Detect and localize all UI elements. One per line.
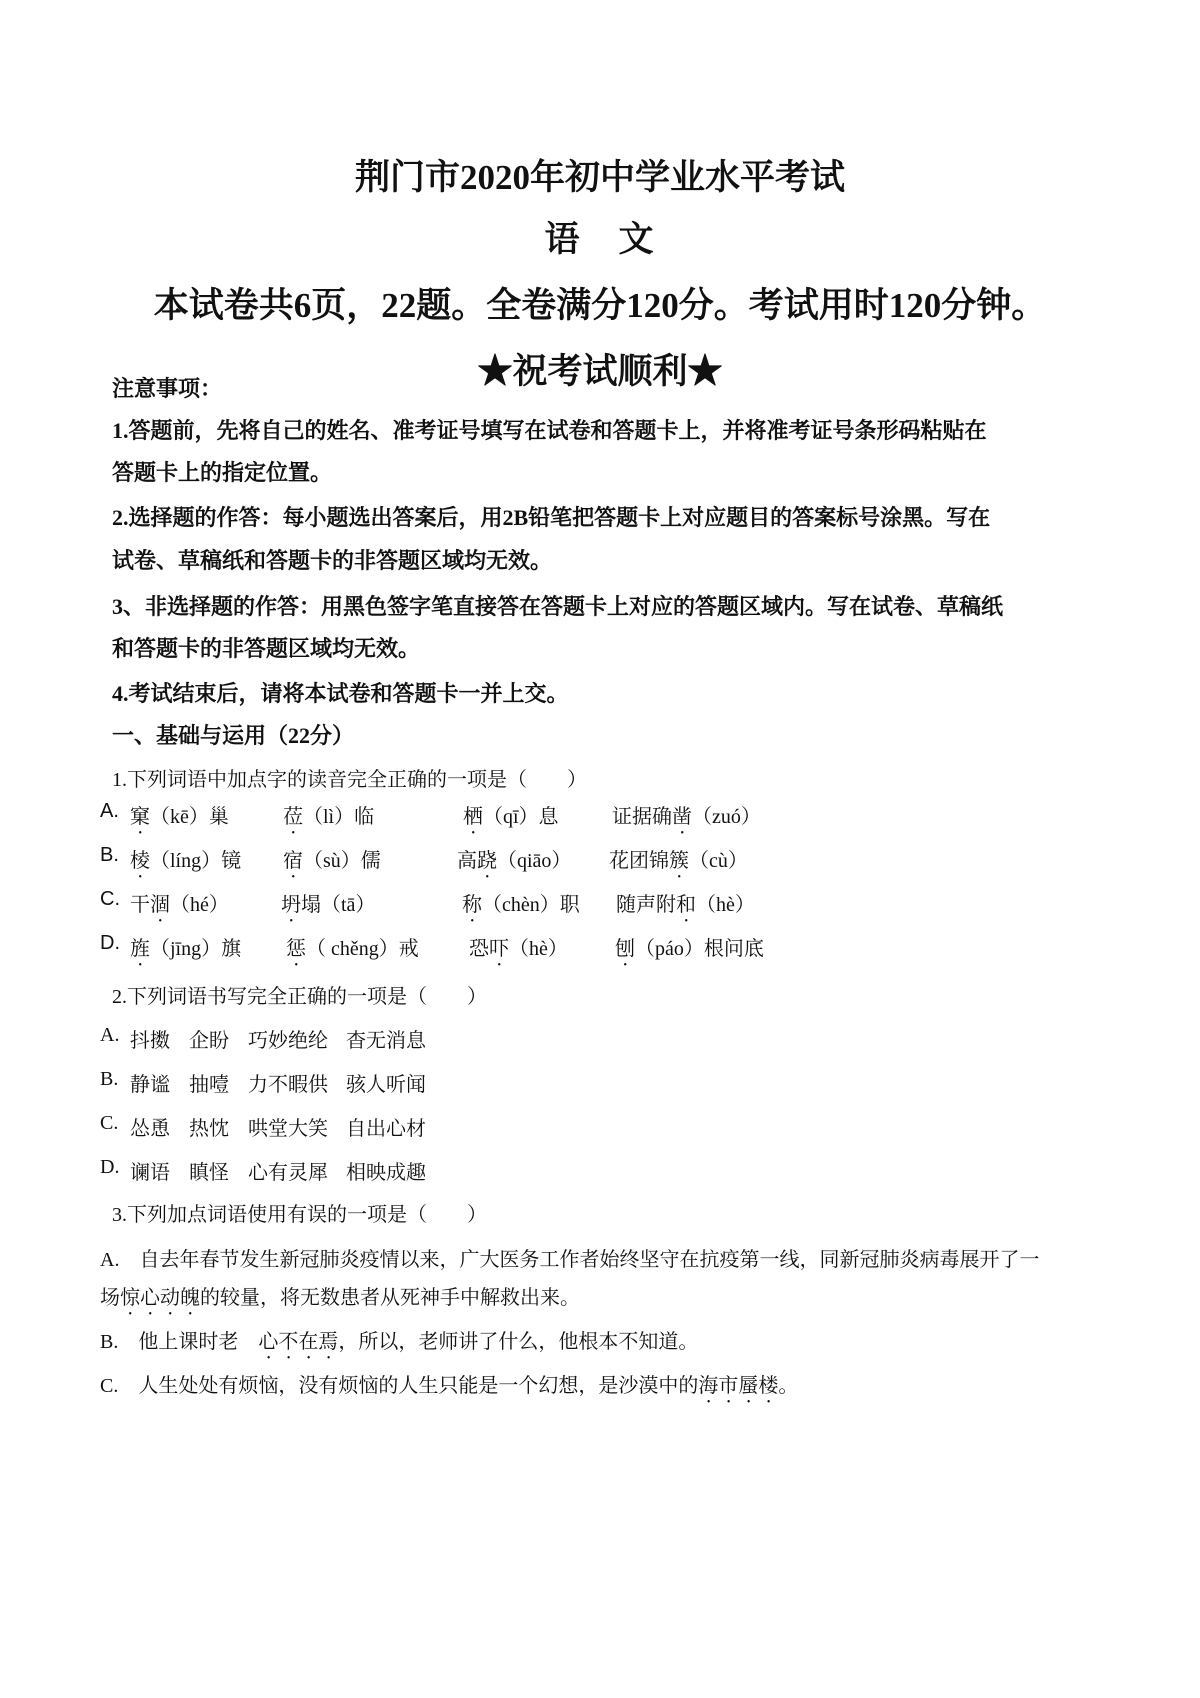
q1-d-item-1: 旌（jīng）旗 — [130, 938, 242, 960]
q1-b-item-4: 花团锦簇（cù） — [609, 850, 748, 872]
word: 谰语 — [130, 1162, 170, 1184]
exam-subject: 语 文 — [544, 220, 656, 259]
exam-title: 荆门市2020年初中学业水平考试 — [354, 158, 845, 197]
option-label: D. — [100, 1156, 120, 1178]
word: 杳无消息 — [346, 1030, 426, 1052]
q1-b-item-2: 宿（sù）儒 — [283, 850, 381, 872]
q1-d-item-3: 恐吓（hè） — [469, 938, 568, 960]
q1-option-a — [100, 800, 761, 828]
word: 相映成趣 — [346, 1162, 426, 1184]
question-3-stem: 3.下列加点词语使用有误的一项是（ ） — [112, 1204, 487, 1226]
notice-rule-line: 4.考试结束后，请将本试卷和答题卡一并上交。 — [112, 681, 569, 706]
word: 巧妙绝纶 — [248, 1030, 328, 1052]
notice-rule-line: 和答题卡的非答题区域均无效。 — [112, 636, 421, 661]
option-label: A. — [100, 800, 119, 822]
q1-c-item-4: 随声附和（hè） — [616, 894, 755, 916]
emphasized-phrase: 惊心动魄 — [120, 1287, 200, 1309]
q3-option-b: B. 他上课时老 心不在焉，所以，老师讲了什么，他根本不知道。 — [100, 1331, 699, 1353]
q1-d-item-4: 刨（páo）根问底 — [615, 938, 764, 960]
q1-a-item-3: 栖（qī）息 — [463, 806, 559, 828]
word: 哄堂大笑 — [248, 1118, 328, 1140]
q1-option-d — [100, 932, 764, 960]
option-label: D. — [100, 932, 120, 954]
word: 静谧 — [130, 1074, 170, 1096]
q2-option-a — [100, 1024, 426, 1052]
notice-heading: 注意事项： — [112, 376, 223, 401]
emphasized-phrase: 海市蜃楼 — [698, 1375, 779, 1397]
option-label: A. — [100, 1024, 120, 1046]
option-label: B. — [100, 844, 119, 866]
notice-rule-line: 1.答题前，先将自己的姓名、准考证号填写在试卷和答题卡上，并将准考证号条形码粘贴在 — [112, 418, 987, 443]
word: 力不暇供 — [248, 1074, 328, 1096]
word: 抽噎 — [189, 1074, 229, 1096]
q1-a-item-1: 窠（kē）巢 — [130, 806, 229, 828]
q2-option-b — [100, 1068, 426, 1096]
option-label: C. — [100, 888, 120, 910]
q1-a-item-4: 证据确凿（zuó） — [612, 806, 761, 828]
q1-c-item-3: 称（chèn）职 — [462, 894, 580, 916]
exam-wish: ★祝考试顺利★ — [477, 352, 723, 391]
q1-a-item-2: 莅（lì）临 — [283, 806, 375, 828]
word: 骇人听闻 — [346, 1074, 426, 1096]
word: 企盼 — [189, 1030, 229, 1052]
q3-option-a-line-2: 场惊心动魄的较量，将无数患者从死神手中解救出来。 — [100, 1287, 580, 1309]
question-2-stem: 2.下列词语书写完全正确的一项是（ ） — [112, 986, 487, 1008]
word: 心有灵犀 — [248, 1162, 328, 1184]
emphasized-phrase: 心不在焉 — [258, 1331, 339, 1353]
q3-option-c: C. 人生处处有烦恼，没有烦恼的人生只能是一个幻想，是沙漠中的海市蜃楼。 — [100, 1375, 799, 1397]
option-label: C. — [100, 1112, 119, 1134]
q1-c-item-1: 干涸（hé） — [130, 894, 229, 916]
word: 怂恿 — [130, 1118, 170, 1140]
notice-rule-line: 答题卡上的指定位置。 — [112, 460, 333, 485]
q1-d-item-2: 惩（ chěng）戒 — [286, 938, 419, 960]
word: 热忱 — [189, 1118, 229, 1140]
q1-c-item-2: 坍塌（tā） — [281, 894, 376, 916]
q1-option-c — [100, 888, 755, 916]
option-label: B. — [100, 1068, 119, 1090]
word: 自出心材 — [346, 1118, 426, 1140]
q2-option-c — [100, 1112, 426, 1140]
notice-rule-line: 2.选择题的作答：每小题选出答案后，用2B铅笔把答题卡上对应题目的答案标号涂黑。写在 — [112, 505, 991, 530]
q1-option-b — [100, 844, 748, 872]
word: 瞋怪 — [189, 1162, 229, 1184]
exam-info: 本试卷共6页，22题。全卷满分120分。考试用时120分钟。 — [153, 286, 1047, 325]
notice-rule-line: 3、非选择题的作答：用黑色签字笔直接答在答题卡上对应的答题区域内。写在试卷、草稿纸 — [112, 594, 1004, 619]
q2-option-d — [100, 1156, 426, 1184]
q3-option-a-line-1: A. 自去年春节发生新冠肺炎疫情以来，广大医务工作者始终坚守在抗疫第一线，同新冠肺炎病毒展开了一 — [100, 1249, 1040, 1271]
q1-b-item-3: 高跷（qiāo） — [457, 850, 572, 872]
q1-b-item-1: 棱（líng）镜 — [130, 850, 242, 872]
question-1-stem: 1.下列词语中加点字的读音完全正确的一项是（ ） — [112, 769, 587, 791]
notice-rule-line: 试卷、草稿纸和答题卡的非答题区域均无效。 — [112, 548, 553, 573]
word: 抖擞 — [130, 1030, 170, 1052]
section-heading: 一、基础与运用（22分） — [112, 723, 355, 748]
